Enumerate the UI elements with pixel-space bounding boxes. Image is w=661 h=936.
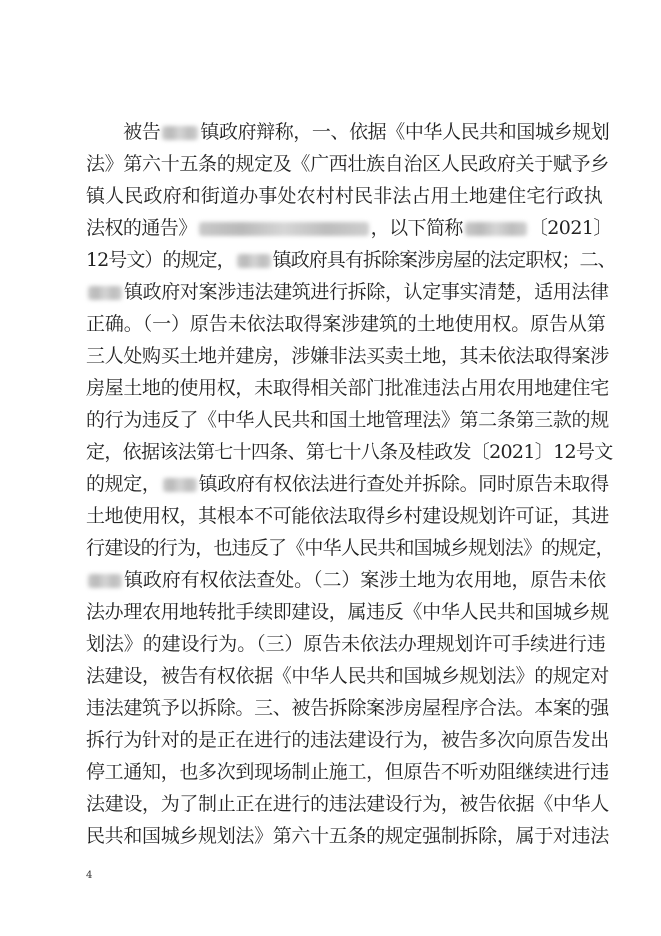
text-fragment: ，以下简称 xyxy=(370,217,463,239)
text-fragment: 镇政府辩称，一、依据《中华人民共和国城乡规划 xyxy=(200,121,610,143)
text-fragment: 拆行为针对的是正在进行的违法建设行为，被告多次向原告发出 xyxy=(86,729,609,751)
redaction-blur xyxy=(88,574,122,588)
text-fragment: 停工通知，也多次到现场制止施工，但原告不听劝阻继续进行违 xyxy=(86,761,609,783)
text-line-16 xyxy=(86,596,609,628)
text-line-17 xyxy=(86,628,606,660)
text-fragment: 的规定， xyxy=(86,473,161,495)
text-fragment: 三人处购买土地并建房，涉嫌非法买卖土地，其未依法取得案涉 xyxy=(86,345,609,367)
text-fragment: 镇人民政府和街道办事处农村村民非法占用土地建住宅行政执 xyxy=(86,185,603,207)
text-fragment: 房屋土地的使用权，未取得相关部门批准违法占用农用地建住宅 xyxy=(86,377,609,399)
text-line-11 xyxy=(86,436,613,468)
text-line-15 xyxy=(86,564,607,596)
text-fragment: 镇政府对案涉违法建筑进行拆除，认定事实清楚，适用法律 xyxy=(124,281,609,303)
text-fragment: 12号文）的规定， xyxy=(86,249,235,271)
text-line-10 xyxy=(86,404,609,436)
text-fragment: 行建设的行为，也违反了《中华人民共和国城乡规划法》的规定， xyxy=(86,537,614,559)
text-fragment: 土地使用权，其根本不可能依法取得乡村建设规划许可证，其进 xyxy=(86,505,609,527)
text-line-5 xyxy=(86,244,616,276)
text-fragment: 正确。（一）原告未依法取得案涉建筑的土地使用权。原告从第 xyxy=(86,313,606,335)
text-fragment: 法办理农用地转批手续即建设，属违反《中华人民共和国城乡规 xyxy=(86,601,609,623)
redaction-blur xyxy=(163,478,197,492)
text-line-13 xyxy=(86,500,609,532)
text-fragment: 镇政府有权依法进行查处并拆除。同时原告未取得 xyxy=(198,473,609,495)
redaction-blur xyxy=(465,222,527,236)
text-line-22 xyxy=(86,788,609,820)
text-line-14 xyxy=(86,532,614,564)
text-fragment: 镇政府有权依法查处。（二）案涉土地为农用地，原告未依 xyxy=(124,569,607,591)
text-line-12 xyxy=(86,468,609,500)
text-line-23 xyxy=(86,820,609,852)
text-fragment: 〔2021〕 xyxy=(528,217,612,239)
text-line-6 xyxy=(86,276,609,308)
text-line-3 xyxy=(86,180,601,212)
redaction-blur xyxy=(237,254,271,268)
text-line-1 xyxy=(86,116,610,148)
text-fragment: 法权的通告》 xyxy=(86,217,197,239)
text-fragment: 民共和国城乡规划法》第六十五条的规定强制拆除，属于对违法 xyxy=(86,825,609,847)
text-fragment: 镇政府具有拆除案涉房屋的法定职权；二、 xyxy=(272,249,616,271)
text-line-18 xyxy=(86,660,609,692)
redaction-blur xyxy=(162,126,198,140)
redaction-blur xyxy=(88,286,122,300)
text-line-9 xyxy=(86,372,609,404)
text-fragment: 的行为违反了《中华人民共和国土地管理法》第二条第三款的规 xyxy=(86,409,609,431)
page-number: 4 xyxy=(86,870,93,881)
text-line-4 xyxy=(86,212,612,244)
text-fragment: 被告 xyxy=(86,121,161,143)
redaction-blur xyxy=(199,222,369,236)
text-line-20 xyxy=(86,724,609,756)
text-line-2 xyxy=(86,148,609,180)
text-fragment: 法建设，为了制止正在进行的违法建设行为，被告依据《中华人 xyxy=(86,793,609,815)
text-line-8 xyxy=(86,340,609,372)
text-fragment: 定，依据该法第七十四条、第七十八条及桂政发〔2021〕12号文 xyxy=(86,441,613,463)
text-fragment: 法》第六十五条的规定及《广西壮族自治区人民政府关于赋予乡 xyxy=(86,153,609,175)
text-line-7 xyxy=(86,308,606,340)
text-line-19 xyxy=(86,692,609,724)
text-fragment: 违法建筑予以拆除。三、被告拆除案涉房屋程序合法。本案的强 xyxy=(86,697,609,719)
text-fragment: 法建设，被告有权依据《中华人民共和国城乡规划法》的规定对 xyxy=(86,665,609,687)
text-fragment: 划法》的建设行为。（三）原告未依法办理规划许可手续进行违 xyxy=(86,633,606,655)
text-line-21 xyxy=(86,756,609,788)
